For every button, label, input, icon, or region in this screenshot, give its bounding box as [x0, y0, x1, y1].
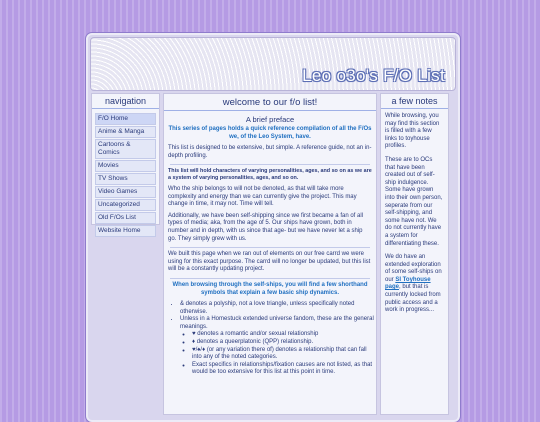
- site-header: [90, 37, 456, 91]
- note-1: While browsing, you may find this section is filled with a few links to toyhouse profiles.: [385, 113, 440, 150]
- sublist-item: ◦ ♥ denotes a romantic and/or sexual relationship: [192, 331, 376, 339]
- note-3-text: We do have an extended exploration of some self-ships on our: [385, 254, 442, 283]
- main-content: [163, 93, 377, 415]
- nav-item-anime-manga[interactable]: Anime & Manga: [95, 126, 156, 138]
- note-3: [381, 254, 448, 315]
- note-2: These are to OCs that have been created out of self-ship indulgence. Some have grown into their own person, seperate from our self-shipping, and some have not. We do not currently have a system for differentiating these.: [385, 156, 443, 247]
- paragraph-3: Who the ship belongs to will not be denoted, as that will take more complexity and energy than we can currently give the project. This may change in time, it may not. Time will tell.: [168, 185, 357, 208]
- nav-list: [92, 113, 159, 237]
- list-item-text: Unless in a Homestuck extended universe fandom, these are the general meanings.: [180, 316, 374, 330]
- preface-heading: A brief preface: [245, 115, 295, 124]
- paragraph-4: Additionally, we have been self-shipping since we first became a fan of all types of media; aka, from the age of 5. Our ships have grown, both in number and in depth, with us since that age- but we have never let a ship go. They simply grew with us.: [168, 212, 363, 242]
- nav-item-movies[interactable]: Movies: [95, 160, 156, 172]
- main-heading: welcome to our f/o list!: [164, 97, 376, 111]
- notes-heading: a few notes: [381, 96, 448, 109]
- navigation-panel: [91, 93, 160, 234]
- paragraph-2: This list will hold characters of varying personalities, ages, and so on as we are a system of varying personalities, ages, and so on.: [168, 168, 372, 182]
- nav-item-old-fos-list[interactable]: Old F/Os List: [95, 212, 156, 224]
- symbols-sublist: [180, 331, 376, 377]
- paragraph-1: This list is designed to be extensive, but simple. A reference guide, not an in-depth profiling.: [168, 145, 372, 159]
- sublist-item: ◦ Exact specifics in relationships/fixation causes are not listed, as that would be too extensive for this list at this point in time.: [192, 362, 376, 377]
- note-3-text-end: , but that is currently locked from public access and a work in progress...: [385, 284, 441, 314]
- list-item: [180, 316, 376, 377]
- nav-item-cartoons-comics[interactable]: Cartoons & Comics: [95, 139, 156, 159]
- nav-item-website-home[interactable]: Website Home: [95, 225, 156, 237]
- si-toyhouse-link[interactable]: SI Toyhouse page: [385, 276, 431, 291]
- nav-heading: navigation: [92, 96, 159, 109]
- symbols-list: [164, 301, 376, 377]
- intro-text: This series of pages holds a quick reference compilation of all the F/Os we, of the Leo System, have.: [168, 126, 372, 140]
- symbols-intro: When browsing through the self-ships, you will find a few shorthand symbols that explain a few basic ship dynamics.: [172, 281, 368, 296]
- sublist-item: ◦ ♥/♠/♦ (or any variation there of) denotes a relationship that can fall into any of the noted categories.: [192, 347, 376, 362]
- nav-item-uncategorized[interactable]: Uncategorized: [95, 199, 156, 211]
- nav-item-fo-home[interactable]: F/O Home: [95, 113, 156, 125]
- nav-item-video-games[interactable]: Video Games: [95, 186, 156, 198]
- divider: [170, 164, 370, 165]
- sublist-item: ◦ ♦ denotes a queerplatonic (QPP) relationship.: [192, 339, 376, 347]
- paragraph-5: We built this page when we ran out of elements on our free carrd we were using for this exact purpose. The carrd will no longer be updated, but this list will be a constantly updating project.: [168, 251, 371, 273]
- site-title: Leo o3o's F/O List: [302, 66, 445, 85]
- list-item: • & denotes a polyship, not a love triangle, unless specifically noted otherwise.: [180, 301, 376, 316]
- notes-panel: [380, 93, 449, 415]
- divider: [170, 278, 370, 279]
- nav-item-tv-shows[interactable]: TV Shows: [95, 173, 156, 185]
- divider: [170, 247, 370, 248]
